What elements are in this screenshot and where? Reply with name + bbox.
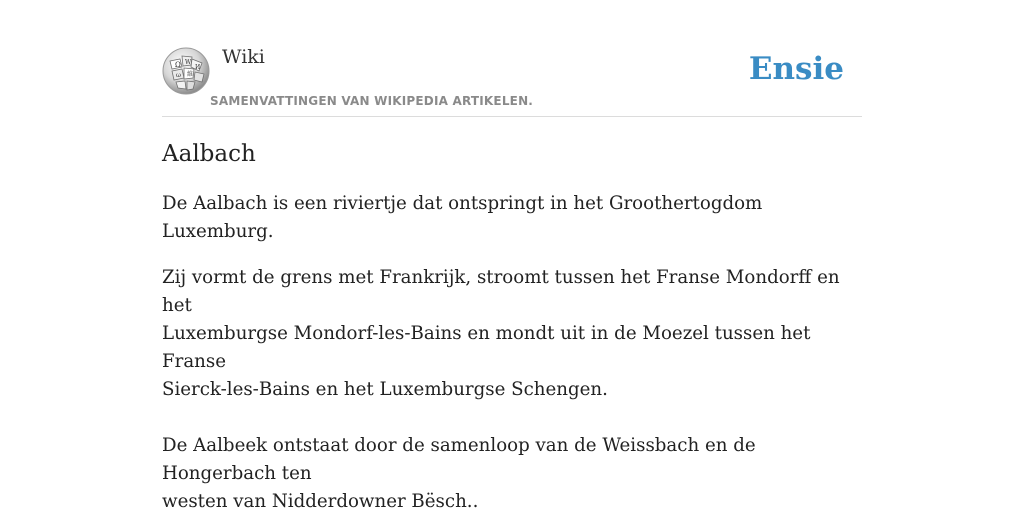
article-body-line: Zij vormt de grens met Frankrijk, stroomt tussen het Franse Mondorff en het: [162, 267, 840, 316]
article-intro: De Aalbach is een riviertje dat ontspringt in het Groothertogdom Luxemburg.: [162, 193, 763, 242]
svg-text:ω: ω: [176, 72, 181, 79]
article-body: [162, 264, 862, 512]
article-body-line: De Aalbeek ontstaat door de samenloop van de Weissbach en de Hongerbach ten: [162, 435, 756, 484]
svg-text:W: W: [185, 59, 192, 66]
site-header: [162, 44, 862, 117]
svg-text:И: И: [195, 64, 201, 71]
svg-text:Ω: Ω: [175, 61, 181, 69]
brand-logo[interactable]: Ensie: [748, 51, 844, 87]
svg-text:維: 維: [187, 71, 194, 78]
article-title: Aalbach: [162, 141, 256, 167]
site-name[interactable]: Wiki: [222, 46, 265, 68]
article-body-line: westen van Nidderdowner Bësch..: [162, 491, 479, 512]
article-body-line: Sierck-les-Bains en het Luxemburgse Schengen.: [162, 379, 608, 400]
wikipedia-globe-icon[interactable]: [162, 47, 210, 95]
article-body-line: Luxemburgse Mondorf-les-Bains en mondt uit in de Moezel tussen het Franse: [162, 323, 811, 372]
site-tagline: SAMENVATTINGEN VAN WIKIPEDIA ARTIKELEN.: [210, 94, 534, 108]
paragraph-spacer: [162, 404, 862, 432]
article-content: [162, 138, 862, 512]
